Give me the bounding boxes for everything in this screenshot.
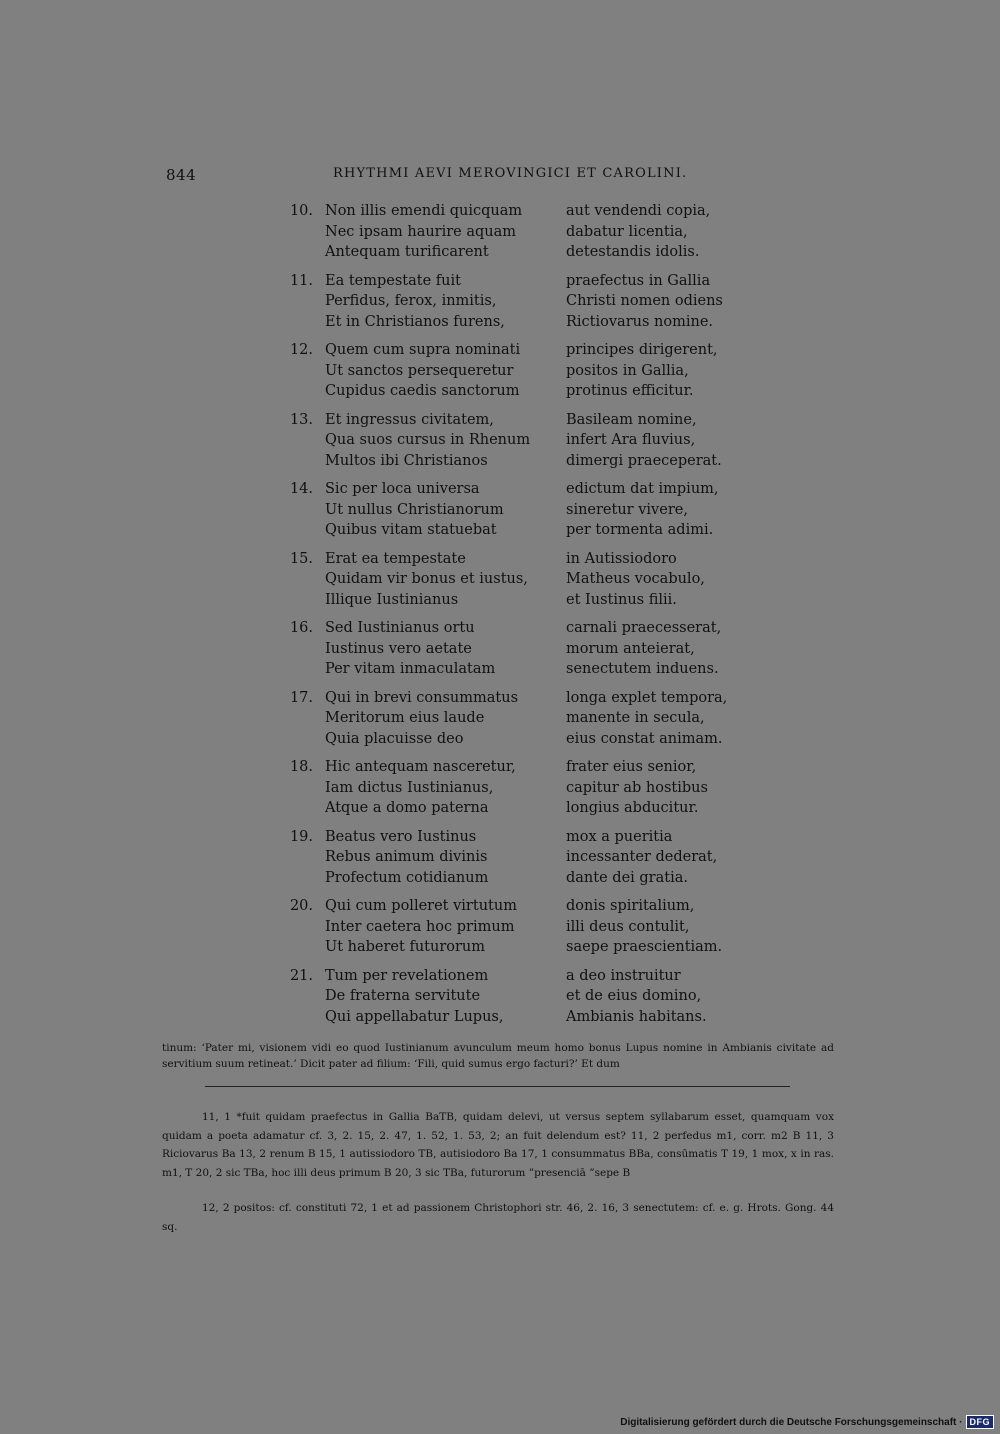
verse-line: detestandis idolis. xyxy=(566,244,700,260)
verse-line: Qua suos cursus in Rhenum xyxy=(325,432,531,448)
verse-line: per tormenta adimi. xyxy=(566,522,714,538)
verse-line: in Autissiodoro xyxy=(566,550,677,567)
verse-line: manente in secula, xyxy=(566,710,705,726)
verse-line: et Iustinus filii. xyxy=(566,591,677,608)
hemistich-left xyxy=(325,896,517,958)
verse-line: Hic antequam nasceretur, xyxy=(325,759,516,775)
hemistich-left xyxy=(325,688,518,750)
verse-line: Cupidus caedis sanctorum xyxy=(325,383,520,399)
stanza-number: 13. xyxy=(289,411,313,428)
stanza xyxy=(0,895,1000,965)
verse-line: carnali praecesserat, xyxy=(566,620,722,636)
hemistich-right xyxy=(566,479,719,541)
hemistich-right xyxy=(566,757,708,819)
hemistich-right xyxy=(566,549,705,611)
verse-line: Qui appellabatur Lupus, xyxy=(325,1008,504,1025)
hemistich-left xyxy=(325,966,503,1028)
verse-line: a deo instruitur xyxy=(566,967,681,984)
verse-line: et de eius domino, xyxy=(566,988,702,1004)
verse-line: dimergi praeceperat. xyxy=(566,452,722,469)
stanza-number: 17. xyxy=(289,689,313,706)
verse-line: capitur ab hostibus xyxy=(566,779,708,796)
prose-continuation: tinum: ‘Pater mi, visionem vidi eo quod Iustinianum avunculum meum homo bonus Lupus nomine in Ambianis civitate ad servitium suum retineat.’ Dicit pater ad filium: ‘Fili, quid sumus ergo facturi?’ Et dum xyxy=(162,1042,834,1070)
verse-line: saepe praescientiam. xyxy=(566,939,723,955)
verse-line: longius abducitur. xyxy=(566,800,699,816)
stanza-number: 21. xyxy=(289,967,313,984)
dfg-logo-icon: DFG xyxy=(966,1415,995,1429)
verse-line: Perfidus, ferox, inmitis, xyxy=(325,293,497,309)
stanza-number: 15. xyxy=(289,550,313,567)
verse-line: Sed Iustinianus ortu xyxy=(325,620,475,636)
stanza xyxy=(0,339,1000,409)
stanza xyxy=(0,826,1000,896)
verse-line: Meritorum eius laude xyxy=(325,710,485,726)
verse-line: Basileam nomine, xyxy=(566,411,697,428)
verse-line: eius constat animam. xyxy=(566,730,723,747)
verse-line: Profectum cotidianum xyxy=(325,869,489,886)
verse-line: mox a pueritia xyxy=(566,828,673,845)
hemistich-left xyxy=(325,340,520,402)
stanza xyxy=(0,756,1000,826)
verse-line: Sic per loca universa xyxy=(325,481,480,497)
hemistich-right xyxy=(566,271,723,333)
verse-line: Non illis emendi quicquam xyxy=(325,203,523,219)
page-number: 844 xyxy=(166,166,197,184)
verse-line: sineretur vivere, xyxy=(566,501,688,518)
stanza-number: 14. xyxy=(289,481,313,497)
verse-line: frater eius senior, xyxy=(566,759,697,775)
verse-line: protinus efficitur. xyxy=(566,383,694,399)
verse-line: Atque a domo paterna xyxy=(325,800,489,816)
apparatus-note: 11, 1 *fuit quidam praefectus in Gallia BaTB, quidam delevi, ut versus septem syllabarum esset, quamquam vox quidam a poeta adamatur cf. 3, 2. 15, 2. 47, 1. 52, 1. 53, 2; an fuit delendum est? 11, 2 perfedus m1, corr. m2 B 11, 3 Riciovarus Ba 13, 2 renum B 15, 1 autissiodoro TB, autisiodoro Ba 17, 1 consummatus BBa, consūmatis T 19, 1 mox, x in ras. m1, T 20, 2 sic TBa, hoc illi deus primum B 20, 3 sic TBa, futurorum ”presenciā ”sepe B xyxy=(162,1111,834,1179)
stanza-number: 19. xyxy=(289,828,313,845)
hemistich-left xyxy=(325,757,516,819)
verse-line: Quia placuisse deo xyxy=(325,730,464,747)
stanza xyxy=(0,965,1000,1035)
verse-line: senectutem induens. xyxy=(566,661,719,677)
verse-line: aut vendendi copia, xyxy=(566,203,711,219)
hemistich-right xyxy=(566,896,722,958)
hemistich-left xyxy=(325,618,495,680)
verse-line: morum anteierat, xyxy=(566,640,695,657)
verse-line: longa explet tempora, xyxy=(566,689,728,706)
stanza xyxy=(0,617,1000,687)
stanza-number: 20. xyxy=(289,898,313,914)
stanza xyxy=(0,270,1000,340)
verse-line: Erat ea tempestate xyxy=(325,550,466,567)
stanza xyxy=(0,409,1000,479)
funding-note: Digitalisierung gefördert durch die Deutsche Forschungsgemeinschaft · xyxy=(620,1416,963,1428)
verse-line: Quibus vitam statuebat xyxy=(325,522,497,538)
funding-footer xyxy=(620,1415,994,1429)
verse-line: infert Ara fluvius, xyxy=(566,432,696,448)
stanza-number: 11. xyxy=(289,272,313,289)
verse-line: Iam dictus Iustinianus, xyxy=(325,779,494,796)
verse-line: principes dirigerent, xyxy=(566,342,718,358)
verse-line: edictum dat impium, xyxy=(566,481,719,497)
verse-line: Qui cum polleret virtutum xyxy=(325,898,517,914)
verse-line: Ambianis habitans. xyxy=(566,1008,707,1025)
verse-line: Inter caetera hoc primum xyxy=(325,918,515,935)
hemistich-right xyxy=(566,618,721,680)
stanza xyxy=(0,548,1000,618)
verse-line: Beatus vero Iustinus xyxy=(325,828,477,845)
verse-line: Nec ipsam haurire aquam xyxy=(325,223,517,240)
hemistich-right xyxy=(566,827,717,889)
hemistich-left xyxy=(325,549,528,611)
hemistich-left xyxy=(325,271,505,333)
verse-line: incessanter dederat, xyxy=(566,849,718,865)
verse-line: Ut haberet futurorum xyxy=(325,939,486,955)
verse-line: praefectus in Gallia xyxy=(566,272,711,289)
verse-line: Quem cum supra nominati xyxy=(325,342,521,358)
stanza-number: 12. xyxy=(289,342,313,358)
verse-line: Tum per revelationem xyxy=(325,967,489,984)
verse-line: Christi nomen odiens xyxy=(566,293,723,309)
verse-line: Rictiovarus nomine. xyxy=(566,313,714,330)
verse-line: Antequam turificarent xyxy=(325,244,489,260)
verse-line: Qui in brevi consummatus xyxy=(325,689,519,706)
verse-line: Iustinus vero aetate xyxy=(325,640,472,657)
stanza xyxy=(0,478,1000,548)
verse-line: dante dei gratia. xyxy=(566,869,688,886)
verse-line: Rebus animum divinis xyxy=(325,849,488,865)
commentary-note: 12, 2 positos: cf. constituti 72, 1 et ad passionem Christophori str. 46, 2. 16, 3 senectutem: cf. e. g. Hrots. Gong. 44 sq. xyxy=(162,1202,834,1233)
verse-line: De fraterna servitute xyxy=(325,988,481,1004)
footnote-divider xyxy=(205,1086,790,1087)
hemistich-left xyxy=(325,201,522,263)
hemistich-right xyxy=(566,340,718,402)
hemistich-right xyxy=(566,410,722,472)
stanza xyxy=(0,200,1000,270)
poem-stanzas xyxy=(0,200,1000,1034)
hemistich-left xyxy=(325,410,530,472)
verse-line: positos in Gallia, xyxy=(566,362,689,379)
stanza-number: 18. xyxy=(289,759,313,775)
hemistich-right xyxy=(566,688,727,750)
verse-line: Et in Christianos furens, xyxy=(325,313,505,330)
verse-line: donis spiritalium, xyxy=(566,898,695,914)
verse-line: Et ingressus civitatem, xyxy=(325,411,494,428)
hemistich-right xyxy=(566,966,707,1028)
verse-line: Ut sanctos persequeretur xyxy=(325,362,514,379)
hemistich-right xyxy=(566,201,710,263)
verse-line: Quidam vir bonus et iustus, xyxy=(325,571,528,587)
verse-line: Ut nullus Christianorum xyxy=(325,501,504,518)
stanza-number: 10. xyxy=(289,203,313,219)
hemistich-left xyxy=(325,479,504,541)
stanza xyxy=(0,687,1000,757)
verse-line: Ea tempestate fuit xyxy=(325,272,461,289)
verse-line: dabatur licentia, xyxy=(566,223,688,240)
footnotes xyxy=(162,1108,834,1236)
running-title: RHYTHMI AEVI MEROVINGICI ET CAROLINI. xyxy=(333,166,688,181)
stanza-number: 16. xyxy=(289,620,313,636)
hemistich-left xyxy=(325,827,488,889)
verse-line: Matheus vocabulo, xyxy=(566,571,705,587)
verse-line: Per vitam inmaculatam xyxy=(325,661,496,677)
verse-line: illi deus contulit, xyxy=(566,918,690,935)
verse-line: Illique Iustinianus xyxy=(325,591,459,608)
verse-line: Multos ibi Christianos xyxy=(325,452,488,469)
